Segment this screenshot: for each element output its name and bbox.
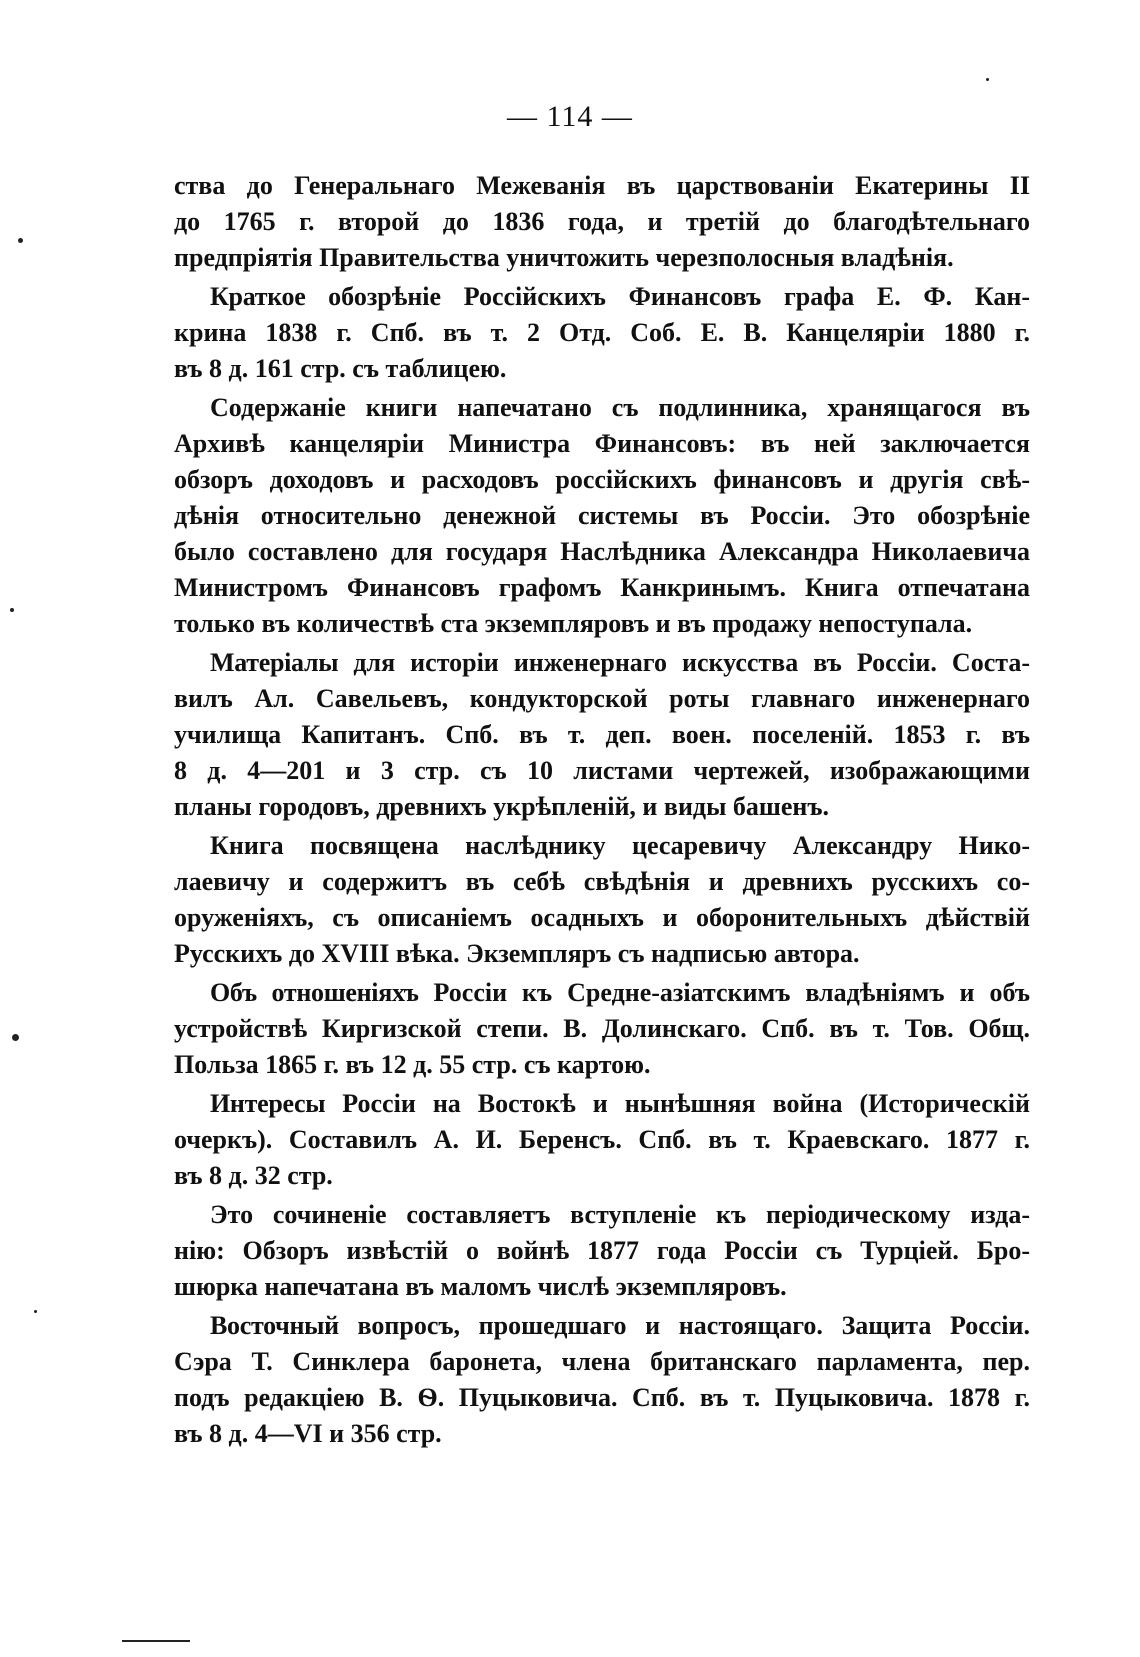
text-line: вилъ Ал. Савельевъ, кондукторской роты главнаго инженернаго bbox=[174, 684, 1030, 713]
text-line: предпріятія Правительства уничтожить черезполосныя владѣнія. bbox=[174, 243, 954, 272]
text-line-rest: для исторіи инженернаго искусства въ Россіи. Соста- bbox=[338, 648, 1030, 677]
text-line-rest: Россіи на Востокѣ и нынѣшняя война (Историческій bbox=[325, 1089, 1030, 1118]
text-line-rest: вопросъ, прошедшаго и настоящаго. Защита Россіи. bbox=[338, 1311, 1030, 1340]
scan-speck bbox=[986, 78, 989, 81]
text-line: очеркъ). Составилъ А. И. Беренсъ. Спб. въ т. Краевскаго. 1877 г. bbox=[174, 1125, 1030, 1154]
entry-title-lead: Краткое bbox=[210, 282, 306, 311]
text-line: шюрка напечатана въ маломъ числѣ экземпляровъ. bbox=[174, 1272, 787, 1301]
annotation-paragraph bbox=[174, 828, 1030, 972]
text-line: планы городовъ, древнихъ укрѣпленій, и виды башенъ. bbox=[174, 792, 830, 821]
text-line bbox=[174, 279, 1030, 315]
text-line: было составлено для государя Наслѣдника Александра Николаевича bbox=[174, 537, 1030, 566]
body-text bbox=[174, 168, 1030, 1452]
text-line: Сэра Т. Синклера баронета, члена британскаго парламента, пер. bbox=[174, 1347, 1030, 1376]
scan-speck bbox=[18, 238, 23, 243]
text-line: устройствѣ Киргизской степи. В. Долинскаго. Спб. въ т. Тов. Общ. bbox=[174, 1014, 1030, 1043]
text-line: дѣнія относительно денежной системы въ Россіи. Это обозрѣніе bbox=[174, 501, 1030, 530]
entry-title-lead: Объ отношеніяхъ bbox=[210, 978, 419, 1007]
text-line: Это сочиненіе составляетъ вступленіе къ періодическому изда- bbox=[210, 1200, 1030, 1229]
bibliography-entry bbox=[174, 1308, 1030, 1452]
text-line: оруженіяхъ, съ описаніемъ осадныхъ и оборонительныхъ дѣйствій bbox=[174, 903, 1030, 932]
bibliography-entry bbox=[174, 975, 1030, 1083]
annotation-paragraph bbox=[174, 1197, 1030, 1305]
text-line: нію: Обзоръ извѣстій о войнѣ 1877 года Россіи съ Турціей. Бро- bbox=[174, 1236, 1030, 1265]
text-line: Архивѣ канцеляріи Министра Финансовъ: въ ней заключается bbox=[174, 429, 1030, 458]
bottom-rule bbox=[122, 1640, 190, 1642]
text-line: въ 8 д. 4—VI и 356 стр. bbox=[174, 1419, 442, 1448]
bibliography-entry bbox=[174, 645, 1030, 825]
text-line bbox=[174, 645, 1030, 681]
scan-speck bbox=[34, 1310, 37, 1313]
text-line: Содержаніе книги напечатано съ подлинника, хранящагося въ bbox=[210, 393, 1030, 422]
text-line: крина 1838 г. Спб. въ т. 2 Отд. Соб. Е. В. Канцеляріи 1880 г. bbox=[174, 318, 1030, 347]
text-line bbox=[174, 975, 1030, 1011]
bibliography-entry bbox=[174, 279, 1030, 387]
annotation-paragraph bbox=[174, 390, 1030, 642]
text-line: ства до Генеральнаго Межеванія въ царствованіи Екатерины II bbox=[174, 171, 1030, 200]
scan-speck bbox=[12, 1034, 19, 1041]
text-line-rest: Россіи къ Средне-азіатскимъ владѣніямъ и объ bbox=[418, 978, 1030, 1007]
text-line: до 1765 г. второй до 1836 года, и третій до благодѣтельнаго bbox=[174, 207, 1030, 236]
text-line: въ 8 д. 32 стр. bbox=[174, 1161, 333, 1190]
entry-title-lead: Восточный bbox=[210, 1311, 339, 1340]
text-line: Книга посвящена наслѣднику цесаревичу Александру Нико- bbox=[210, 831, 1030, 860]
paragraph bbox=[174, 168, 1030, 276]
scan-speck bbox=[10, 608, 14, 612]
text-line: училища Капитанъ. Спб. въ т. деп. воен. поселеній. 1853 г. въ bbox=[174, 720, 1030, 749]
text-line: только въ количествѣ ста экземпляровъ и въ продажу непоступала. bbox=[174, 609, 973, 638]
text-line: Польза 1865 г. въ 12 д. 55 стр. съ картою. bbox=[174, 1050, 651, 1079]
text-line bbox=[174, 1308, 1030, 1344]
text-line: подъ редакціею В. Ѳ. Пуцыковича. Спб. въ т. Пуцыковича. 1878 г. bbox=[174, 1383, 1030, 1412]
bibliography-entry bbox=[174, 1086, 1030, 1194]
text-line: 8 д. 4—201 и 3 стр. съ 10 листами чертежей, изображающими bbox=[174, 756, 1030, 785]
text-line: лаевичу и содержитъ въ себѣ свѣдѣнія и древнихъ русскихъ со- bbox=[174, 867, 1030, 896]
text-line: обзоръ доходовъ и расходовъ россійскихъ финансовъ и другія свѣ- bbox=[174, 465, 1030, 494]
text-line: въ 8 д. 161 стр. съ таблицею. bbox=[174, 354, 507, 383]
text-line: Русскихъ до XVIII вѣка. Экземпляръ съ надписью автора. bbox=[174, 939, 860, 968]
page-number: — 114 — bbox=[507, 100, 633, 133]
text-line bbox=[174, 1086, 1030, 1122]
text-line-rest: обозрѣніе Россійскихъ Финансовъ графа Е. Ф. Кан- bbox=[305, 282, 1030, 311]
entry-title-lead: Матеріалы bbox=[210, 648, 339, 677]
entry-title-lead: Интересы bbox=[210, 1089, 326, 1118]
text-line: Министромъ Финансовъ графомъ Канкринымъ. Книга отпечатана bbox=[174, 573, 1030, 602]
